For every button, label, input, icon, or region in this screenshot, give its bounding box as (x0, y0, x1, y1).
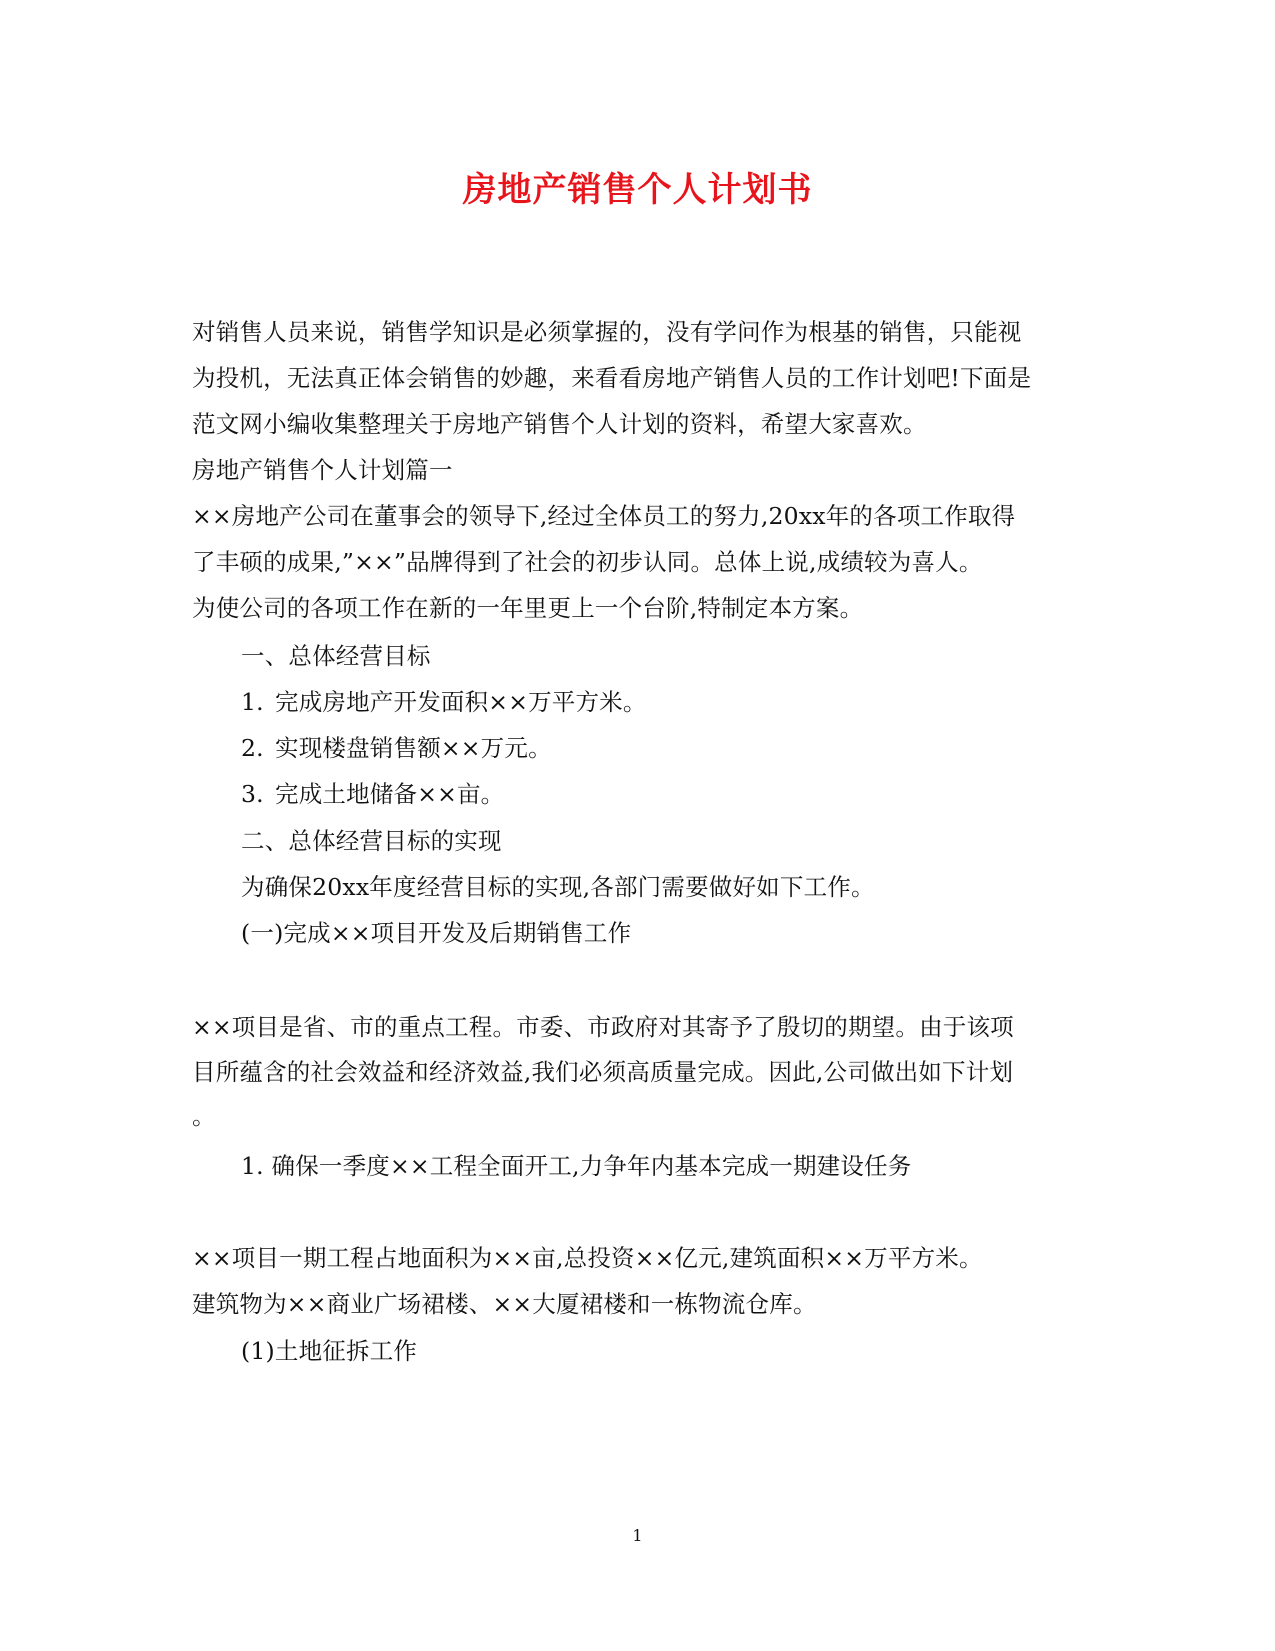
paragraph-line: 范文网小编收集整理关于房地产销售个人计划的资料，希望大家喜欢。 (192, 410, 927, 438)
paragraph-line: 了丰硕的成果,”××”品牌得到了社会的初步认同。总体上说,成绩较为喜人。 (192, 548, 983, 576)
list-number: 1. (241, 688, 264, 716)
subheading: 一、总体经营目标 (241, 642, 431, 670)
paragraph-line: 建筑物为××商业广场裙楼、××大厦裙楼和一栋物流仓库。 (192, 1290, 817, 1318)
document-title: 房地产销售个人计划书 (462, 170, 813, 210)
paragraph-line: 对销售人员来说，销售学知识是必须掌握的，没有学问作为根基的销售，只能视 (192, 318, 1022, 346)
list-number: 2. (241, 734, 264, 762)
paragraph-line: ××房地产公司在董事会的领导下,经过全体员工的努力,20xx年的各项工作取得 (192, 502, 1016, 530)
paragraph-line: 为使公司的各项工作在新的一年里更上一个台阶,特制定本方案。 (192, 594, 864, 622)
list-item (241, 778, 504, 810)
subheading: (一)完成××项目开发及后期销售工作 (241, 919, 632, 947)
list-item (241, 686, 647, 718)
section-heading: 房地产销售个人计划篇一 (192, 456, 453, 484)
list-item-text: 实现楼盘销售额××万元。 (275, 734, 552, 762)
subheading: 二、总体经营目标的实现 (241, 827, 502, 855)
subheading: (1)土地征拆工作 (241, 1337, 418, 1365)
subheading: 1. 确保一季度××工程全面开工,力争年内基本完成一期建设任务 (241, 1152, 912, 1180)
list-item-text: 完成土地储备××亩。 (275, 780, 505, 808)
paragraph-line: 为投机，无法真正体会销售的妙趣，来看看房地产销售人员的工作计划吧!下面是 (192, 364, 1032, 392)
page-number: 1 (632, 1526, 643, 1545)
paragraph-line: 。 (192, 1102, 216, 1130)
list-item (241, 732, 552, 764)
paragraph-line: 为确保20xx年度经营目标的实现,各部门需要做好如下工作。 (241, 873, 875, 901)
list-number: 3. (241, 780, 264, 808)
paragraph-line: ××项目一期工程占地面积为××亩,总投资××亿元,建筑面积××万平方米。 (192, 1244, 983, 1272)
paragraph-line: 目所蕴含的社会效益和经济效益,我们必须高质量完成。因此,公司做出如下计划 (192, 1058, 1014, 1086)
list-item-text: 完成房地产开发面积××万平方米。 (275, 688, 647, 716)
paragraph-line: ××项目是省、市的重点工程。市委、市政府对其寄予了殷切的期望。由于该项 (192, 1013, 1014, 1041)
